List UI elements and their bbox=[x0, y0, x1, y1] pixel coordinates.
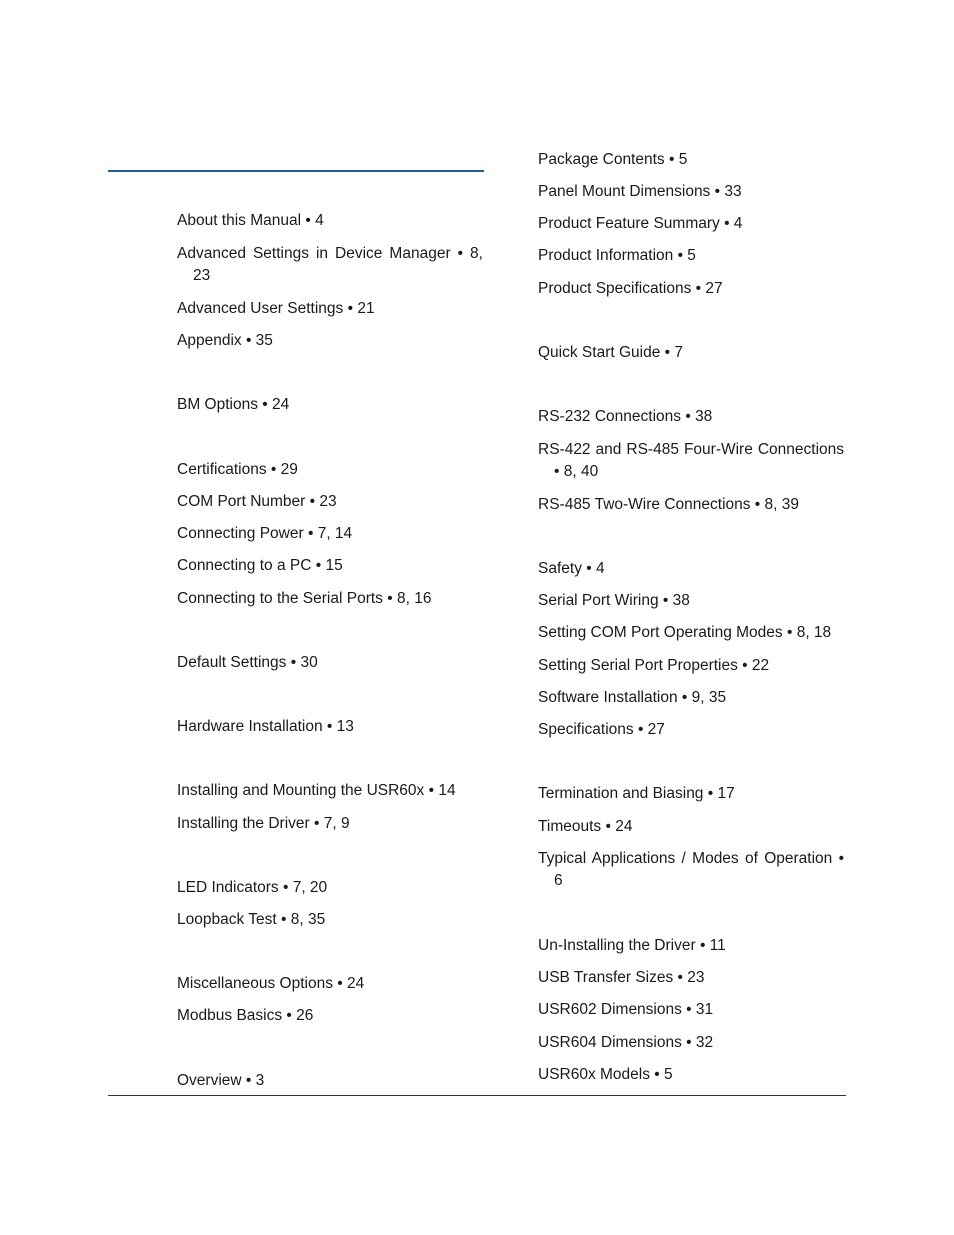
index-entry[interactable]: BM Options • 24 bbox=[177, 396, 290, 413]
index-entry[interactable]: Setting Serial Port Properties • 22 bbox=[538, 657, 770, 674]
index-entry[interactable]: USR60x Models • 5 bbox=[538, 1066, 673, 1083]
index-entry[interactable]: Specifications • 27 bbox=[538, 721, 665, 738]
index-entry[interactable]: Safety • 4 bbox=[538, 560, 605, 577]
index-entry[interactable]: Default Settings • 30 bbox=[177, 654, 318, 671]
index-entry[interactable]: Advanced User Settings • 21 bbox=[177, 300, 375, 317]
index-entry[interactable]: Modbus Basics • 26 bbox=[177, 1007, 314, 1024]
index-entry[interactable]: Installing and Mounting the USR60x • 14 bbox=[177, 782, 456, 799]
index-entry[interactable]: Termination and Biasing • 17 bbox=[538, 785, 735, 802]
index-entry[interactable]: Overview • 3 bbox=[177, 1072, 265, 1089]
index-entry[interactable]: USR604 Dimensions • 32 bbox=[538, 1034, 714, 1051]
index-entry[interactable]: Connecting Power • 7, 14 bbox=[177, 525, 353, 542]
index-entry[interactable]: Appendix • 35 bbox=[177, 332, 273, 349]
index-entry[interactable]: Product Information • 5 bbox=[538, 247, 696, 264]
index-entry[interactable]: Typical Applications / Modes of Operation • 6 bbox=[538, 850, 844, 889]
index-entry[interactable]: Quick Start Guide • 7 bbox=[538, 344, 683, 361]
index-entry[interactable]: LED Indicators • 7, 20 bbox=[177, 879, 328, 896]
index-entry[interactable]: Loopback Test • 8, 35 bbox=[177, 911, 326, 928]
index-entry[interactable]: RS-232 Connections • 38 bbox=[538, 408, 713, 425]
index-entry[interactable]: Serial Port Wiring • 38 bbox=[538, 592, 690, 609]
index-entry[interactable]: USR602 Dimensions • 31 bbox=[538, 1001, 714, 1018]
index-entry[interactable]: Product Specifications • 27 bbox=[538, 280, 723, 297]
index-entry[interactable]: Timeouts • 24 bbox=[538, 818, 633, 835]
index-entry[interactable]: Setting COM Port Operating Modes • 8, 18 bbox=[538, 624, 832, 641]
index-entry[interactable]: Advanced Settings in Device Manager • 8, 23 bbox=[177, 245, 483, 284]
page-footer-rule bbox=[108, 1095, 846, 1096]
index-entry[interactable]: Connecting to the Serial Ports • 8, 16 bbox=[177, 590, 432, 607]
index-entry[interactable]: About this Manual • 4 bbox=[177, 212, 324, 229]
index-entry[interactable]: USB Transfer Sizes • 23 bbox=[538, 969, 705, 986]
index-entry[interactable]: Un-Installing the Driver • 11 bbox=[538, 937, 726, 954]
index-entry[interactable]: Installing the Driver • 7, 9 bbox=[177, 815, 350, 832]
index-entry[interactable]: Hardware Installation • 13 bbox=[177, 718, 354, 735]
index-entry[interactable]: Panel Mount Dimensions • 33 bbox=[538, 183, 742, 200]
index-entry[interactable]: Connecting to a PC • 15 bbox=[177, 557, 343, 574]
index-entry[interactable]: Miscellaneous Options • 24 bbox=[177, 975, 365, 992]
index-entry[interactable]: Certifications • 29 bbox=[177, 461, 298, 478]
index-entry[interactable]: RS-485 Two-Wire Connections • 8, 39 bbox=[538, 496, 800, 513]
index-entry[interactable]: COM Port Number • 23 bbox=[177, 493, 337, 510]
index-entry[interactable]: Software Installation • 9, 35 bbox=[538, 689, 727, 706]
index-entry[interactable]: RS-422 and RS-485 Four-Wire Connections • 8, 40 bbox=[538, 441, 844, 480]
index-entry[interactable]: Product Feature Summary • 4 bbox=[538, 215, 743, 232]
section-rule-top bbox=[108, 170, 484, 172]
index-entry[interactable]: Package Contents • 5 bbox=[538, 151, 688, 168]
